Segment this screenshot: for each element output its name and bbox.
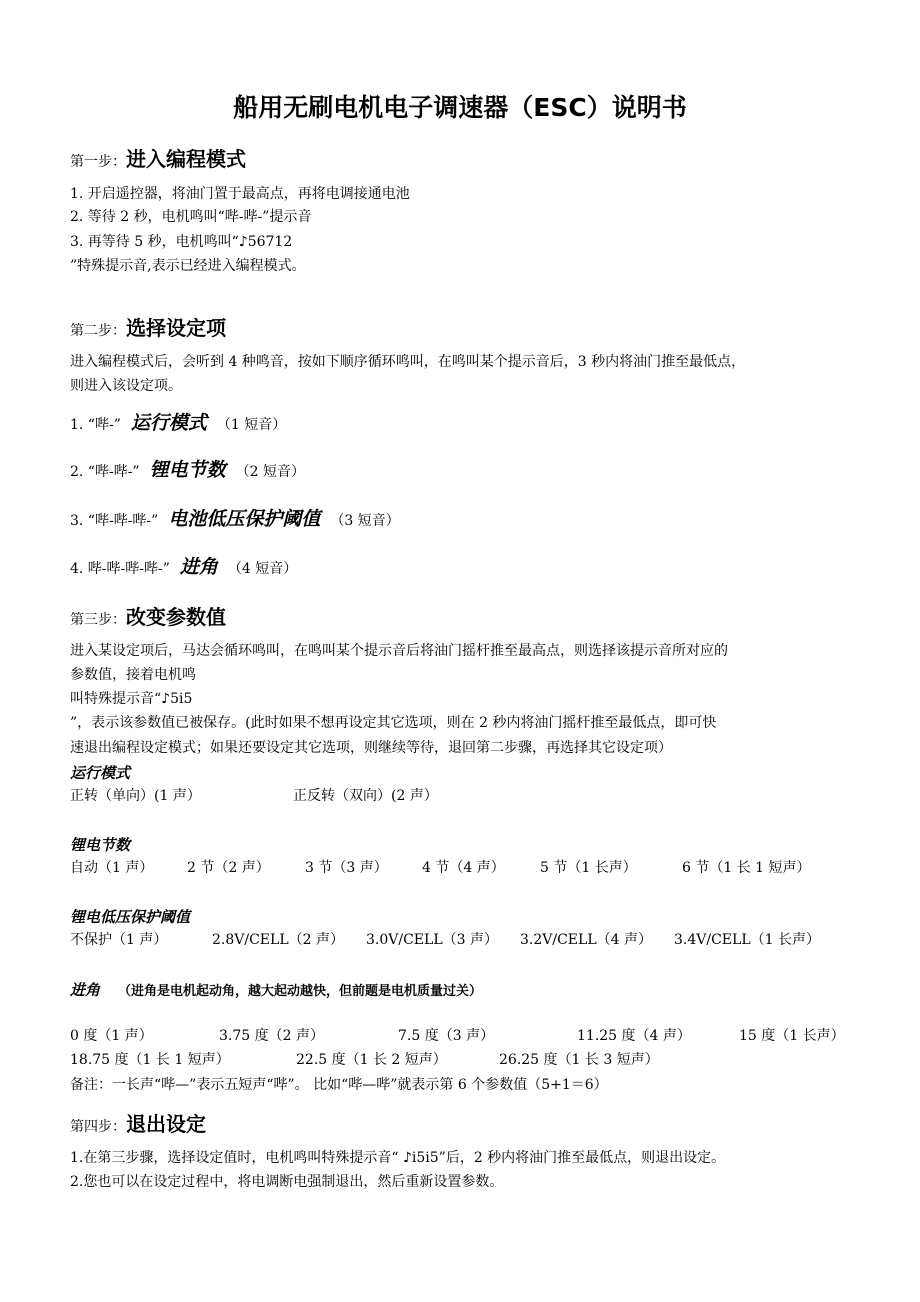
lvc-value-4: 3.2V/CELL（4 声） bbox=[520, 932, 652, 948]
step1-line-3: 3. 再等待 5 秒，电机鸣叫“♪56712 bbox=[70, 234, 293, 250]
cells-subtitle: 锂电节数 bbox=[70, 836, 131, 854]
step2-title: 选择设定项 bbox=[126, 316, 226, 340]
option-3-name: 电池低压保护阈值 bbox=[168, 508, 321, 530]
step2-prefix: 第二步： bbox=[70, 323, 126, 339]
cells-value-4: 4 节（4 声） bbox=[422, 860, 505, 876]
timing-title: 进角 bbox=[70, 981, 101, 999]
step3-remark: 备注：一长声“哔—”表示五短声“哔”。 比如“哔—哔”就表示第 6 个参数值（5+1＝6） bbox=[70, 1077, 608, 1093]
step4-line-1: 1.在第三步骤，选择设定值时，电机鸣叫特殊提示音“ ♪i5i5”后，2 秒内将油门推至最低点，则退出设定。 bbox=[70, 1150, 726, 1166]
step2-intro-2: 则进入该设定项。 bbox=[70, 378, 182, 394]
step1-heading bbox=[70, 143, 246, 172]
timing-value-4: 11.25 度（4 声） bbox=[577, 1028, 691, 1044]
timing-value-1: 0 度（1 声） bbox=[70, 1028, 153, 1044]
document-title: 船用无刷电机电子调速器（ESC）说明书 bbox=[233, 93, 687, 122]
option-2-name: 锂电节数 bbox=[149, 459, 226, 481]
step3-prefix: 第三步： bbox=[70, 612, 126, 628]
step3-line-2: 参数值，接着电机鸣 bbox=[70, 667, 196, 683]
lvc-value-1: 不保护（1 声） bbox=[70, 932, 168, 948]
option-cell-count bbox=[70, 455, 305, 487]
step1-prefix: 第一步： bbox=[70, 154, 126, 170]
option-1-name: 运行模式 bbox=[130, 412, 207, 434]
step1-title: 进入编程模式 bbox=[126, 147, 246, 171]
timing-value-2: 3.75 度（2 声） bbox=[219, 1028, 324, 1044]
cells-value-5: 5 节（1 长声） bbox=[540, 860, 637, 876]
timing-value-7: 22.5 度（1 长 2 短声） bbox=[296, 1052, 447, 1068]
cells-value-1: 自动（1 声） bbox=[70, 860, 154, 876]
run-mode-value-2: 正反转（双向）(2 声） bbox=[293, 788, 438, 804]
step3-line-4: ”，表示该参数值已被保存。(此时如果不想再设定其它选项，则在 2 秒内将油门摇杆推至最低点，即可快 bbox=[70, 715, 717, 731]
step1-line-1: 1. 开启遥控器，将油门置于最高点，再将电调接通电池 bbox=[70, 186, 410, 202]
step2-heading bbox=[70, 312, 226, 341]
option-run-mode bbox=[70, 408, 286, 440]
step3-title: 改变参数值 bbox=[126, 605, 226, 629]
option-4-number: 4. 哔-哔-哔-哔-” bbox=[70, 561, 170, 577]
run-mode-subtitle: 运行模式 bbox=[70, 764, 131, 782]
step1-line-4: ”特殊提示音,表示已经进入编程模式。 bbox=[70, 258, 306, 274]
lvc-value-2: 2.8V/CELL（2 声） bbox=[212, 932, 344, 948]
timing-value-6: 18.75 度（1 长 1 短声） bbox=[70, 1052, 230, 1068]
step4-prefix: 第四步： bbox=[70, 1119, 126, 1135]
option-3-note: （3 短音） bbox=[330, 513, 400, 529]
option-timing bbox=[70, 552, 297, 584]
timing-value-3: 7.5 度（3 声） bbox=[398, 1028, 495, 1044]
step3-line-3: 叫特殊提示音“♪5i5 bbox=[70, 691, 193, 707]
step3-line-1: 进入某设定项后，马达会循环鸣叫，在鸣叫某个提示音后将油门摇杆推至最高点，则选择该提示音所对应的 bbox=[70, 643, 728, 659]
option-2-note: （2 短音） bbox=[235, 464, 305, 480]
lvc-value-3: 3.0V/CELL（3 声） bbox=[366, 932, 498, 948]
timing-value-8: 26.25 度（1 长 3 短声） bbox=[499, 1052, 659, 1068]
step2-intro-1: 进入编程模式后，会听到 4 种鸣音，按如下顺序循环鸣叫，在鸣叫某个提示音后，3 秒内将油门推至最低点， bbox=[70, 354, 746, 370]
step3-heading bbox=[70, 601, 226, 630]
timing-subtitle bbox=[70, 979, 482, 1000]
cells-value-6: 6 节（1 长 1 短声） bbox=[682, 860, 811, 876]
option-1-number: 1. “哔-” bbox=[70, 417, 121, 433]
lvc-subtitle: 锂电低压保护阈值 bbox=[70, 908, 191, 926]
step4-line-2: 2.您也可以在设定过程中，将电调断电强制退出，然后重新设置参数。 bbox=[70, 1174, 504, 1190]
step3-line-5: 速退出编程设定模式；如果还要设定其它选项，则继续等待，退回第二步骤，再选择其它设定项） bbox=[70, 740, 672, 756]
run-mode-value-1: 正转（单向）(1 声） bbox=[70, 788, 201, 804]
step4-heading bbox=[70, 1108, 206, 1137]
lvc-value-5: 3.4V/CELL（1 长声） bbox=[674, 932, 820, 948]
step1-line-2: 2. 等待 2 秒，电机鸣叫“哔-哔-”提示音 bbox=[70, 209, 312, 225]
option-4-name: 进角 bbox=[179, 556, 218, 578]
cells-value-2: 2 节（2 声） bbox=[187, 860, 270, 876]
option-4-note: （4 短音） bbox=[227, 561, 298, 577]
option-3-number: 3. “哔-哔-哔-” bbox=[70, 513, 159, 529]
cells-value-3: 3 节（3 声） bbox=[305, 860, 388, 876]
step4-title: 退出设定 bbox=[126, 1112, 206, 1136]
timing-note: （进角是电机起动角，越大起动越快，但前题是电机质量过关） bbox=[118, 984, 483, 999]
option-1-note: （1 短音） bbox=[216, 417, 287, 433]
option-low-voltage bbox=[70, 504, 400, 536]
timing-value-5: 15 度（1 长声） bbox=[739, 1028, 845, 1044]
option-2-number: 2. “哔-哔-” bbox=[70, 464, 140, 480]
